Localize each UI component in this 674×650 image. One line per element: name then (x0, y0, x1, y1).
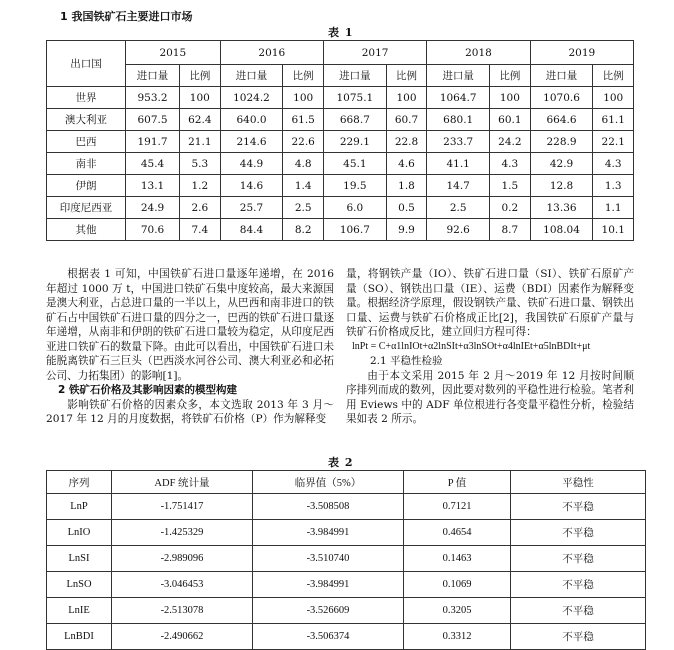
table-row (47, 520, 646, 546)
value-cell: 61.1 (593, 109, 634, 131)
value-cell: 100 (386, 87, 427, 109)
value-cell: 8.2 (283, 219, 324, 241)
value-cell: 6.0 (323, 197, 386, 219)
table1-body (47, 87, 634, 241)
value-cell: 191.7 (126, 131, 180, 153)
value-cell: 92.6 (427, 219, 490, 241)
paragraph: 根据表 1 可知，中国铁矿石进口量逐年递增，在 2016 年超过 1000 万 t，中国进口铁矿石集中度较高，最大来源国是澳大利亚，占总进口量的一半以上，从巴西和南非进口的铁矿石占中国铁矿石进口量的四分之一，巴西的铁矿石进口量逐年递增，从南非和伊朗的铁矿石进口量较为稳定，从印度尼西亚进口铁矿石的数量下降。由此可以看出，中国铁矿石进口未能脱离铁矿石三巨头（巴西淡水河谷公司、澳大利亚必和必拓公司、力拓集团）的影响[1]。 (46, 268, 334, 382)
value-cell: 14.7 (427, 175, 490, 197)
value-cell: 100 (490, 87, 531, 109)
left-column (46, 267, 334, 427)
table2 (46, 470, 646, 650)
sub-header: 进口量 (323, 65, 386, 87)
sub-header: 进口量 (530, 65, 593, 87)
table-row (47, 197, 634, 219)
year-header: 2016 (220, 41, 323, 65)
value-cell: 9.9 (386, 219, 427, 241)
table2-caption: 表 2 (328, 456, 354, 469)
table-cell: -3.508508 (253, 494, 404, 520)
value-cell: 664.6 (530, 109, 593, 131)
table-row (47, 153, 634, 175)
country-cell: 南非 (47, 153, 126, 175)
value-cell: 668.7 (323, 109, 386, 131)
value-cell: 19.5 (323, 175, 386, 197)
sub-header: 进口量 (220, 65, 283, 87)
value-cell: 100 (180, 87, 221, 109)
value-cell: 12.8 (530, 175, 593, 197)
table-cell: 不平稳 (511, 546, 646, 572)
table-cell: -3.526609 (253, 598, 404, 624)
table-cell: LnP (47, 494, 112, 520)
sub-header: 比例 (386, 65, 427, 87)
paragraph: 由于本文采用 2015 年 2 月～2019 年 12 月按时间顺序排列而成的数列，因此要对数列的平稳性进行检验。笔者利用 Eviews 中的 ADF 单位根进行各变量平稳性分析，检验结果如表 2 所示。 (346, 369, 634, 425)
country-cell: 其他 (47, 219, 126, 241)
value-cell: 1.3 (593, 175, 634, 197)
year-header: 2018 (427, 41, 530, 65)
table-cell: -1.751417 (112, 494, 253, 520)
right-column (346, 267, 634, 427)
value-cell: 1024.2 (220, 87, 283, 109)
header-cell: 平稳性 (511, 471, 646, 494)
value-cell: 0.2 (490, 197, 531, 219)
paragraph: 影响铁矿石价格的因素众多，本文选取 2013 年 3 月～2017 年 12 月的月度数据，将铁矿石价格（P）作为解释变 (46, 398, 334, 425)
sub-header: 比例 (490, 65, 531, 87)
table-cell: 不平稳 (511, 598, 646, 624)
value-cell: 8.7 (490, 219, 531, 241)
table-row (47, 624, 646, 650)
value-cell: 2.5 (427, 197, 490, 219)
value-cell: 2.6 (180, 197, 221, 219)
value-cell: 14.6 (220, 175, 283, 197)
value-cell: 13.36 (530, 197, 593, 219)
value-cell: 1075.1 (323, 87, 386, 109)
value-cell: 13.1 (126, 175, 180, 197)
table-cell: -1.425329 (112, 520, 253, 546)
value-cell: 100 (283, 87, 324, 109)
value-cell: 1064.7 (427, 87, 490, 109)
value-cell: 61.5 (283, 109, 324, 131)
table-row (47, 131, 634, 153)
value-cell: 100 (593, 87, 634, 109)
value-cell: 4.8 (283, 153, 324, 175)
table-cell: -2.513078 (112, 598, 253, 624)
value-cell: 22.8 (386, 131, 427, 153)
value-cell: 4.3 (490, 153, 531, 175)
subsection-title: 2.1 平稳性检验 (370, 355, 443, 367)
value-cell: 24.9 (126, 197, 180, 219)
value-cell: 607.5 (126, 109, 180, 131)
value-cell: 4.6 (386, 153, 427, 175)
regression-equation: lnPt = C+α1lnIOt+α2lnSIt+α3lnSOt+α4lnIEt+α5lnBDIt+μt (352, 340, 591, 352)
table-cell: -3.506374 (253, 624, 404, 650)
value-cell: 22.6 (283, 131, 324, 153)
value-cell: 22.1 (593, 131, 634, 153)
sub-header: 进口量 (427, 65, 490, 87)
country-cell: 印度尼西亚 (47, 197, 126, 219)
header-cell: 临界值（5%） (253, 471, 404, 494)
table-cell: -2.490662 (112, 624, 253, 650)
table-cell: 0.1069 (404, 572, 511, 598)
value-cell: 70.6 (126, 219, 180, 241)
value-cell: 44.9 (220, 153, 283, 175)
table-cell: 0.3312 (404, 624, 511, 650)
header-cell: ADF 统计量 (112, 471, 253, 494)
value-cell: 42.9 (530, 153, 593, 175)
table-row (47, 109, 634, 131)
table-row (47, 87, 634, 109)
value-cell: 1.4 (283, 175, 324, 197)
value-cell: 60.7 (386, 109, 427, 131)
value-cell: 2.5 (283, 197, 324, 219)
table-row (47, 175, 634, 197)
table-cell: -3.984991 (253, 520, 404, 546)
value-cell: 21.1 (180, 131, 221, 153)
table-cell: LnIO (47, 520, 112, 546)
table-cell: LnSI (47, 546, 112, 572)
corner-label: 出口国 (47, 41, 126, 87)
value-cell: 41.1 (427, 153, 490, 175)
sub-header: 比例 (180, 65, 221, 87)
value-cell: 1.8 (386, 175, 427, 197)
header-cell: 序列 (47, 471, 112, 494)
value-cell: 60.1 (490, 109, 531, 131)
section2-title: 2 铁矿石价格及其影响因素的模型构建 (58, 384, 237, 396)
sub-header: 比例 (593, 65, 634, 87)
value-cell: 214.6 (220, 131, 283, 153)
year-header: 2019 (530, 41, 633, 65)
table-cell: 0.4654 (404, 520, 511, 546)
table-cell: LnSO (47, 572, 112, 598)
table-cell: LnIE (47, 598, 112, 624)
table-row (47, 546, 646, 572)
sub-header: 进口量 (126, 65, 180, 87)
table-cell: 不平稳 (511, 624, 646, 650)
year-header: 2015 (126, 41, 221, 65)
table-cell: 不平稳 (511, 520, 646, 546)
table-row (47, 572, 646, 598)
table-cell: -3.046453 (112, 572, 253, 598)
value-cell: 0.5 (386, 197, 427, 219)
value-cell: 45.4 (126, 153, 180, 175)
value-cell: 953.2 (126, 87, 180, 109)
table1-caption: 表 1 (328, 26, 354, 39)
value-cell: 4.3 (593, 153, 634, 175)
table-row (47, 494, 646, 520)
value-cell: 640.0 (220, 109, 283, 131)
country-cell: 巴西 (47, 131, 126, 153)
value-cell: 25.7 (220, 197, 283, 219)
value-cell: 24.2 (490, 131, 531, 153)
table-row (47, 598, 646, 624)
sub-header: 比例 (283, 65, 324, 87)
table-cell: LnBDI (47, 624, 112, 650)
country-cell: 伊朗 (47, 175, 126, 197)
value-cell: 1.5 (490, 175, 531, 197)
table1 (46, 40, 634, 241)
value-cell: 62.4 (180, 109, 221, 131)
country-cell: 世界 (47, 87, 126, 109)
header-cell: P 值 (404, 471, 511, 494)
section1-title: 1 我国铁矿石主要进口市场 (60, 10, 193, 23)
value-cell: 5.3 (180, 153, 221, 175)
value-cell: 228.9 (530, 131, 593, 153)
value-cell: 84.4 (220, 219, 283, 241)
table-cell: -2.989096 (112, 546, 253, 572)
value-cell: 1.2 (180, 175, 221, 197)
value-cell: 7.4 (180, 219, 221, 241)
year-header: 2017 (323, 41, 426, 65)
table-cell: 不平稳 (511, 494, 646, 520)
table-cell: 不平稳 (511, 572, 646, 598)
table-cell: 0.7121 (404, 494, 511, 520)
value-cell: 229.1 (323, 131, 386, 153)
country-cell: 澳大利亚 (47, 109, 126, 131)
value-cell: 10.1 (593, 219, 634, 241)
value-cell: 108.04 (530, 219, 593, 241)
value-cell: 680.1 (427, 109, 490, 131)
table-cell: -3.510740 (253, 546, 404, 572)
value-cell: 1.1 (593, 197, 634, 219)
table-row (47, 219, 634, 241)
table-cell: -3.984991 (253, 572, 404, 598)
value-cell: 106.7 (323, 219, 386, 241)
value-cell: 1070.6 (530, 87, 593, 109)
paragraph: 量，将钢铁产量（IO）、铁矿石进口量（SI）、铁矿石原矿产量（SO）、钢铁出口量（IE）、运费（BDI）因素作为解释变量。根据经济学原理，假设钢铁产量、铁矿石进口量、钢铁出口量、运费与铁矿石价格成正比[2]，我国铁矿石原矿产量与铁矿石价格成反比，建立回归方程可得： (346, 268, 634, 338)
value-cell: 233.7 (427, 131, 490, 153)
table-cell: 0.1463 (404, 546, 511, 572)
value-cell: 45.1 (323, 153, 386, 175)
table-cell: 0.3205 (404, 598, 511, 624)
table2-body (47, 494, 646, 650)
